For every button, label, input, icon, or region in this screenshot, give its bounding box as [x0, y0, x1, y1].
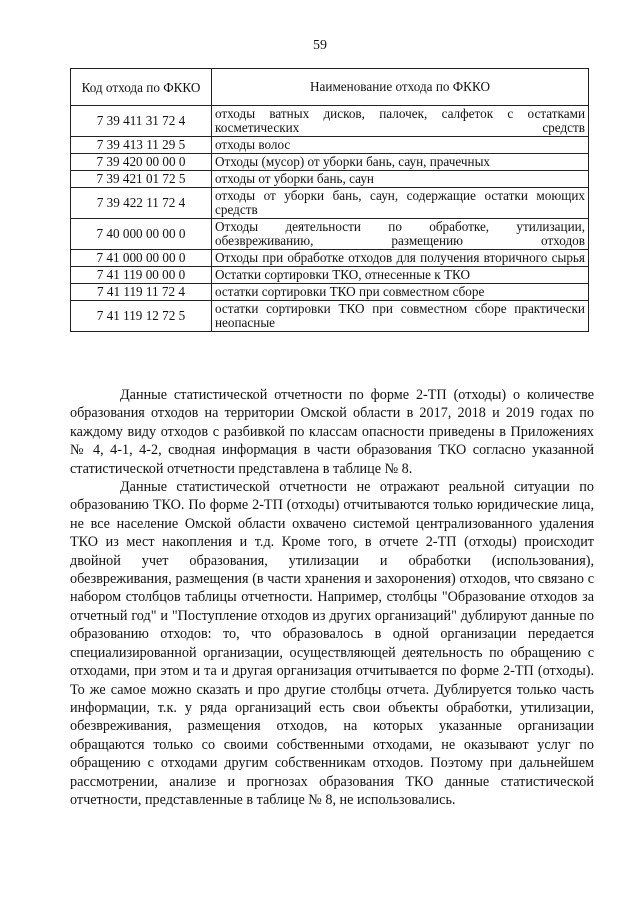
- waste-name-cell: отходы от уборки бань, саун: [212, 171, 589, 188]
- waste-code-cell: 7 40 000 00 00 0: [71, 219, 212, 250]
- table-row: [71, 250, 589, 267]
- waste-code-cell: 7 39 420 00 00 0: [71, 154, 212, 171]
- waste-code-cell: 7 39 421 01 72 5: [71, 171, 212, 188]
- body-text: [70, 386, 594, 809]
- waste-code-cell: 7 39 411 31 72 4: [71, 106, 212, 137]
- table-header-row: [71, 69, 589, 106]
- table-row: [71, 106, 589, 137]
- waste-name-cell: отходы ватных дисков, палочек, салфеток с остатками косметических средств: [212, 106, 589, 137]
- waste-name-cell: Отходы деятельности по обработке, утилизации, обезвреживанию, размещению отходов: [212, 219, 589, 250]
- column-header-name: Наименование отхода по ФККО: [212, 69, 589, 106]
- table-row: [71, 301, 589, 332]
- table-row: [71, 219, 589, 250]
- waste-code-cell: 7 41 119 00 00 0: [71, 267, 212, 284]
- waste-name-cell: остатки сортировки ТКО при совместном сборе: [212, 284, 589, 301]
- waste-code-cell: 7 41 000 00 00 0: [71, 250, 212, 267]
- paragraph: Данные статистической отчетности не отражают реальной ситуации по образованию ТКО. По форме 2-ТП (отходы) отчитываются только юридические лица, не все население Омской области охвачено системой централизованного удаления ТКО из мест накопления и т.д. Кроме того, в отчете 2-ТП (отходы) происходит двойной учет образования, утилизации и обработки (использования), обезвреживания, размещения (в части хранения и захоронения) отходов, что связано с набором столбцов таблицы отчетности. Например, столбцы "Образование отходов за отчетный год" и "Поступление отходов из других организаций" дублируют данные по образованию отходов: то, что образовалось в одной организации передается специализированной организации, осуществляющей деятельность по обращению с отходами, при этом и та и другая организация отчитывается по форме 2-ТП (отходы). То же самое можно сказать и про другие столбцы отчета. Дублируется только часть информации, т.к. у ряда организаций есть свои объекты обработки, утилизации, обезвреживания, размещения отходов, на которых указанные организации обращаются только со своими собственными отходами, не оказывают услуг по обращению с отходами другим собственникам отходов. Поэтому при дальнейшем рассмотрении, анализе и прогнозах образования ТКО данные статистической отчетности, представленные в таблице № 8, не использовались.: [70, 479, 594, 808]
- table-row: [71, 188, 589, 219]
- waste-name-cell: Остатки сортировки ТКО, отнесенные к ТКО: [212, 267, 589, 284]
- table-row: [71, 154, 589, 171]
- waste-name-cell: остатки сортировки ТКО при совместном сборе практически неопасные: [212, 301, 589, 332]
- table-row: [71, 171, 589, 188]
- waste-code-table: [70, 68, 589, 332]
- waste-code-cell: 7 41 119 11 72 4: [71, 284, 212, 301]
- waste-code-cell: 7 39 413 11 29 5: [71, 137, 212, 154]
- table-row: [71, 284, 589, 301]
- waste-code-cell: 7 39 422 11 72 4: [71, 188, 212, 219]
- waste-name-cell: Отходы (мусор) от уборки бань, саун, прачечных: [212, 154, 589, 171]
- page-number: 59: [313, 38, 327, 53]
- waste-name-cell: Отходы при обработке отходов для получения вторичного сырья: [212, 250, 589, 267]
- table-row: [71, 267, 589, 284]
- waste-name-cell: отходы волос: [212, 137, 589, 154]
- table-row: [71, 137, 589, 154]
- waste-name-cell: отходы от уборки бань, саун, содержащие остатки моющих средств: [212, 188, 589, 219]
- paragraph: Данные статистической отчетности по форме 2-ТП (отходы) о количестве образования отходов на территории Омской области в 2017, 2018 и 2019 годах по каждому виду отходов с разбивкой по классам опасности приведены в Приложениях № 4, 4-1, 4-2, сводная информация в части образования ТКО согласно указанной статистической отчетности представлена в таблице № 8.: [70, 387, 594, 477]
- waste-code-cell: 7 41 119 12 72 5: [71, 301, 212, 332]
- column-header-code: Код отхода по ФККО: [71, 69, 212, 106]
